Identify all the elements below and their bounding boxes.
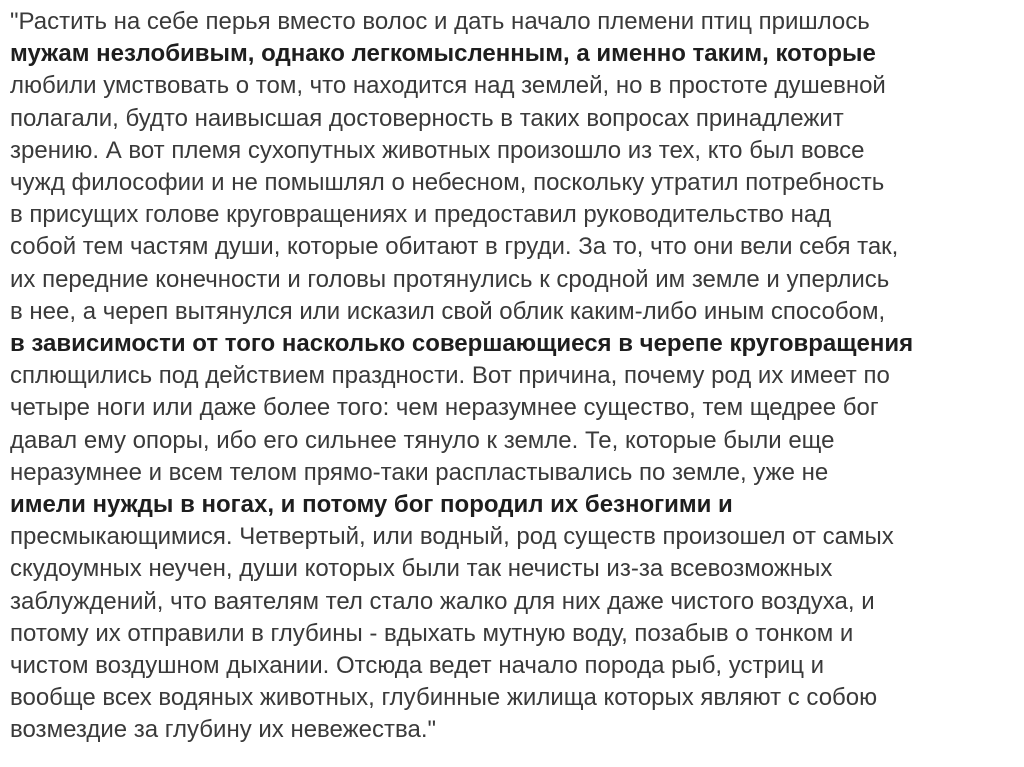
text-line: в нее, а череп вытянулся или исказил свой облик каким-либо иным способом, bbox=[10, 297, 886, 325]
text-line: их передние конечности и головы протянулись к сродной им земле и уперлись bbox=[10, 265, 890, 293]
text-line: чужд философии и не помышлял о небесном, поскольку утратил потребность bbox=[10, 169, 885, 197]
text-line: "Растить на себе перья вместо волос и дать начало племени птиц пришлось bbox=[10, 8, 870, 35]
text-line: давал ему опоры, ибо его сильнее тянуло к земле. Те, которые были еще bbox=[10, 426, 835, 454]
text-line: в присущих голове круговращениях и предоставил руководительство над bbox=[10, 201, 832, 229]
text-line: имели нужды в ногах, и потому бог породил их безногими и bbox=[10, 491, 733, 519]
text-line: четыре ноги или даже более того: чем неразумнее существо, тем щедрее бог bbox=[10, 394, 879, 422]
text-line: неразумнее и всем телом прямо-таки распластывались по земле, уже не bbox=[10, 458, 829, 486]
text-line: полагали, будто наивысшая достоверность в таких вопросах принадлежит bbox=[10, 104, 844, 132]
text-line: зрению. А вот племя сухопутных животных произошло из тех, кто был вовсе bbox=[10, 136, 865, 164]
text-line: в зависимости от того насколько совершающиеся в черепе круговращения bbox=[10, 330, 914, 358]
text-line: сплющились под действием праздности. Вот причина, почему род их имеет по bbox=[10, 362, 890, 390]
text-line: мужам незлобивым, однако легкомысленным, а именно таким, которые bbox=[10, 40, 876, 68]
text-line: потому их отправили в глубины - вдыхать мутную воду, позабыв о тонком и bbox=[10, 619, 854, 647]
text-line: заблуждений, что ваятелям тел стало жалко для них даже чистого воздуха, и bbox=[10, 587, 875, 615]
text-line: пресмыкающимися. Четвертый, или водный, род существ произошел от самых bbox=[10, 523, 894, 551]
text-line: скудоумных неучен, души которых были так нечисты из-за всевозможных bbox=[10, 555, 833, 583]
text-line: собой тем частям души, которые обитают в груди. За то, что они вели себя так, bbox=[10, 233, 899, 261]
text-line: возмездие за глубину их невежества." bbox=[10, 716, 437, 744]
text-line: вообще всех водяных животных, глубинные жилища которых являют с собою bbox=[10, 684, 878, 712]
text-line: любили умствовать о том, что находится над землей, но в простоте душевной bbox=[10, 72, 886, 100]
quote-text-block bbox=[10, 6, 1022, 747]
text-line: чистом воздушном дыхании. Отсюда ведет начало порода рыб, устриц и bbox=[10, 652, 825, 680]
